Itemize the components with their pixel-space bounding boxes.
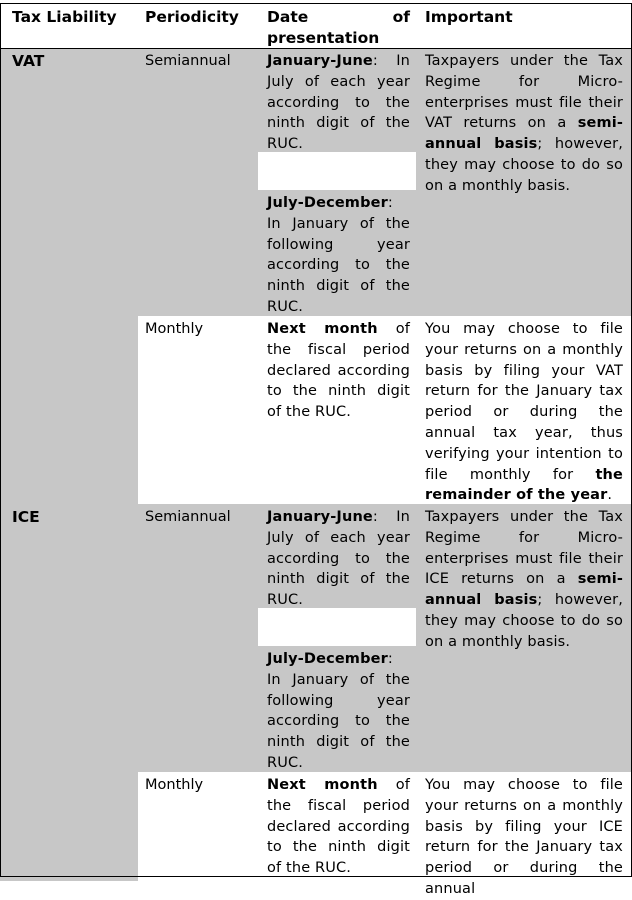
ice-semiannual-important xyxy=(425,507,623,653)
vat-monthly-date xyxy=(267,319,410,423)
ice-monthly-important-a: You may choose to file your returns on a monthly basis by filing your ICE return for the January tax period or during the annual xyxy=(425,777,623,897)
ice-first-half-label: January-June xyxy=(267,509,373,525)
header-periodicity: Periodicity xyxy=(145,8,239,26)
vat-liability-label: VAT xyxy=(12,52,45,70)
vat-semiannual-important-a: Taxpayers under the Tax Regime for Micro-enterprises must file their VAT returns on a xyxy=(425,53,623,132)
vat-date-gap xyxy=(258,152,416,190)
ice-monthly-date xyxy=(267,775,410,879)
vat-first-half-text: : In July of each year according to the ninth digit of the RUC. xyxy=(267,53,410,153)
vat-second-half-colon: : xyxy=(387,195,393,211)
header-important: Important xyxy=(425,8,513,26)
vat-semiannual-important-b: ; however, they may choose to do so on a monthly basis. xyxy=(425,136,623,194)
ice-monthly-important xyxy=(425,775,623,897)
vat-first-half-date xyxy=(267,51,410,155)
vat-semiannual-important xyxy=(425,51,623,197)
ice-monthly-date-text: of the fiscal period declared according to the ninth digit of the RUC. xyxy=(267,777,410,877)
ice-monthly-date-bold: Next month xyxy=(267,777,378,793)
vat-monthly-important-b: . xyxy=(607,487,613,504)
vat-monthly-date-text: of the fiscal period declared according to the ninth digit of the RUC. xyxy=(267,321,410,421)
ice-date-gap xyxy=(258,608,416,646)
vat-monthly-periodicity: Monthly xyxy=(145,321,204,337)
vat-second-half-date xyxy=(267,193,410,318)
ice-liability-label: ICE xyxy=(12,508,40,526)
vat-first-half-label: January-June xyxy=(267,53,373,69)
ice-semiannual-important-b: ; however, they may choose to do so on a monthly basis. xyxy=(425,592,623,650)
table-left-rule xyxy=(0,3,1,877)
vat-monthly-important-a: You may choose to file your returns on a monthly basis by filing your VAT return for the January tax period or during the annual tax year, thus verifying your intention to file monthly for xyxy=(425,321,623,483)
ice-semiannual-periodicity: Semiannual xyxy=(145,509,231,525)
ice-semiannual-important-a: Taxpayers under the Tax Regime for Micro-enterprises must file their ICE returns on a xyxy=(425,509,623,588)
ice-liability-cell-bg xyxy=(0,772,138,881)
vat-second-half-label: July-December xyxy=(267,195,388,211)
header-tax-liability: Tax Liability xyxy=(12,8,117,26)
header-date-of-presentation xyxy=(267,7,410,49)
header-date-word: Date xyxy=(267,8,309,26)
table-top-rule xyxy=(0,3,632,4)
vat-monthly-important-bold: the remainder of the year xyxy=(425,466,623,504)
header-presentation-word: presentation xyxy=(267,29,380,47)
vat-semiannual-important-bold: semi-annual basis xyxy=(425,115,623,153)
header-of-word: of xyxy=(392,8,410,26)
vat-monthly-date-bold: Next month xyxy=(267,321,378,337)
ice-first-half-date xyxy=(267,507,410,611)
vat-monthly-important xyxy=(425,319,623,506)
vat-second-half-text: In January of the following year according to the ninth digit of the RUC. xyxy=(267,215,410,315)
vat-semiannual-periodicity: Semiannual xyxy=(145,53,231,69)
ice-semiannual-important-bold: semi-annual basis xyxy=(425,571,623,609)
ice-second-half-colon: : xyxy=(387,651,393,667)
ice-second-half-date xyxy=(267,649,410,774)
ice-first-half-text: : In July of each year according to the ninth digit of the RUC. xyxy=(267,509,410,609)
vat-liability-cell-bg xyxy=(0,316,138,504)
ice-monthly-periodicity: Monthly xyxy=(145,777,204,793)
ice-second-half-label: July-December xyxy=(267,651,388,667)
ice-second-half-text: In January of the following year according to the ninth digit of the RUC. xyxy=(267,671,410,771)
